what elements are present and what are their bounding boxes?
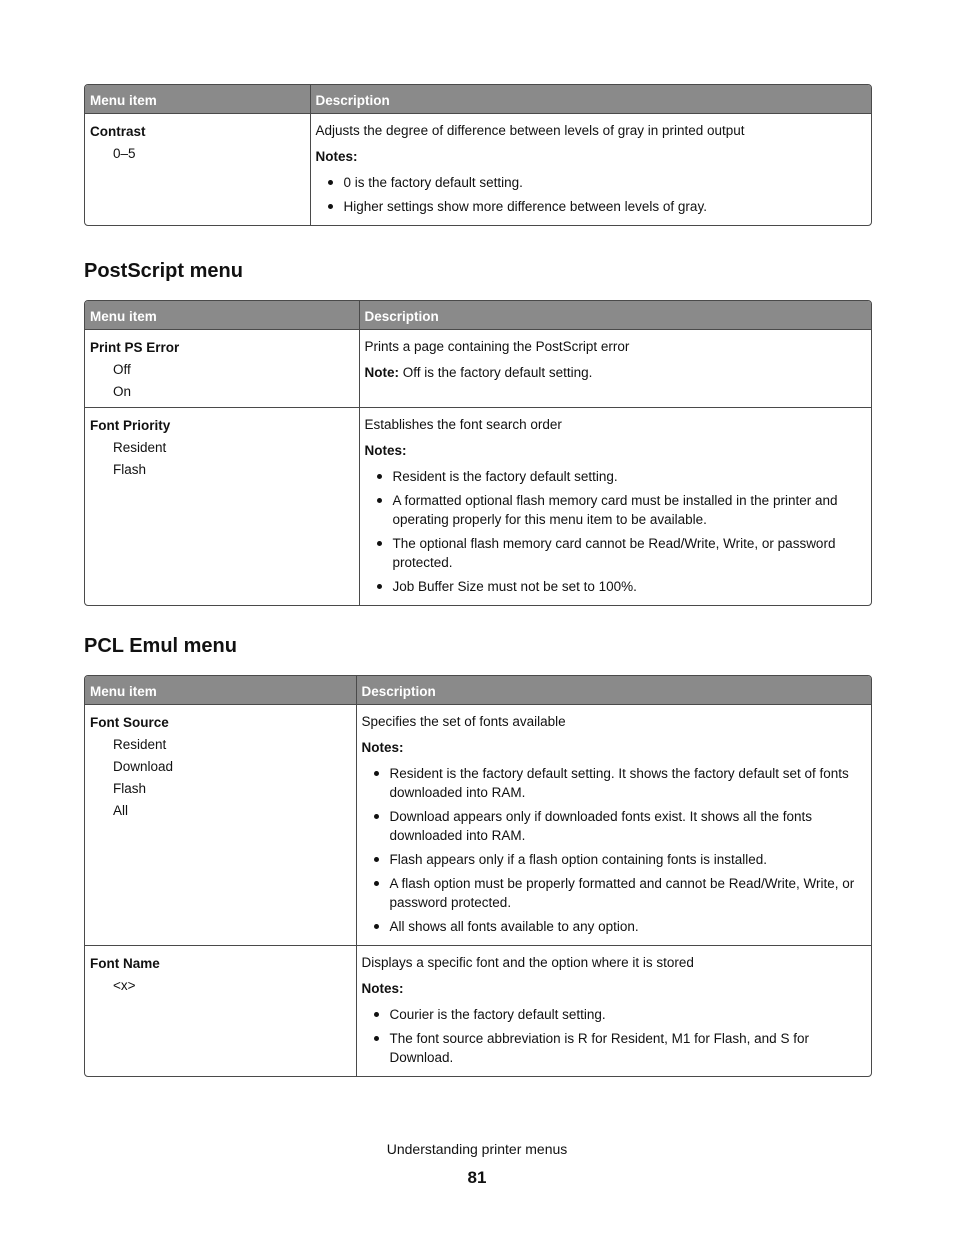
menu-item-cell: [85, 705, 356, 946]
menu-item-name: Font Name: [90, 956, 160, 971]
menu-item-name: Font Priority: [90, 418, 171, 433]
note-text: Resident is the factory default setting.: [392, 469, 618, 484]
bullet-icon: [377, 498, 382, 503]
page-number: 81: [467, 1168, 487, 1187]
bullet-icon: [377, 474, 382, 479]
note-text: The font source abbreviation is R for Resident, M1 for Flash, and S for Download.: [389, 1031, 809, 1065]
bullet-icon: [374, 881, 379, 886]
menu-item-option: Off: [113, 362, 131, 377]
list-item: [362, 874, 867, 912]
note-text: Higher settings show more difference between levels of gray.: [343, 199, 707, 214]
note-text: Courier is the factory default setting.: [389, 1007, 606, 1022]
menu-item-option: All: [113, 803, 129, 818]
menu-item-cell: [85, 408, 359, 606]
note-text: The optional flash memory card cannot be Read/Write, Write, or password protected.: [392, 536, 836, 570]
list-item: [316, 197, 867, 216]
notes-label: Notes:: [315, 149, 358, 164]
list-item: [365, 491, 867, 529]
description-text: Establishes the font search order: [364, 417, 562, 432]
list-item: [362, 1005, 867, 1024]
list-item: [362, 917, 867, 936]
description-cell: [359, 330, 871, 408]
table-row: [85, 330, 871, 408]
postscript-table: [84, 300, 872, 606]
note-text: A formatted optional flash memory card must be installed in the printer and operating properly for this menu item to be available.: [392, 493, 838, 527]
table-row: [85, 946, 871, 1077]
contrast-table: [84, 84, 872, 226]
header-menu-item: Menu item: [85, 676, 356, 705]
note-line: [365, 363, 867, 383]
bullet-icon: [328, 180, 333, 185]
notes-list: [365, 467, 867, 596]
list-item: [362, 764, 867, 802]
header-menu-item: Menu item: [85, 301, 359, 330]
bullet-icon: [374, 1036, 379, 1041]
bullet-icon: [374, 1012, 379, 1017]
notes-list: [362, 1005, 867, 1067]
bullet-icon: [374, 771, 379, 776]
note-label: Note:: [364, 365, 399, 380]
menu-item-option: Flash: [113, 462, 147, 477]
menu-item-option: Resident: [113, 737, 167, 752]
list-item: [316, 173, 867, 192]
notes-label: Notes:: [361, 981, 404, 996]
note-text: Flash appears only if a flash option containing fonts is installed.: [389, 852, 767, 867]
menu-item-name: Font Source: [90, 715, 169, 730]
table-row: [85, 408, 871, 606]
description-text: Displays a specific font and the option where it is stored: [361, 955, 694, 970]
menu-item-option: Download: [113, 759, 174, 774]
footer-chapter-title: Understanding printer menus: [386, 1141, 568, 1157]
list-item: [362, 850, 867, 869]
menu-item-option: Flash: [113, 781, 147, 796]
menu-item-option: <x>: [113, 978, 136, 993]
menu-item-option: On: [113, 384, 132, 399]
list-item: [362, 807, 867, 845]
note-text: Off is the factory default setting.: [399, 365, 593, 380]
description-text: Adjusts the degree of difference between levels of gray in printed output: [315, 123, 745, 138]
header-description: Description: [359, 301, 871, 330]
bullet-icon: [377, 541, 382, 546]
description-cell: [359, 408, 871, 606]
description-cell: [356, 705, 871, 946]
list-item: [365, 534, 867, 572]
bullet-icon: [374, 814, 379, 819]
table-row: [85, 114, 871, 226]
header-description: Description: [310, 85, 871, 114]
list-item: [365, 467, 867, 486]
menu-item-name: Print PS Error: [90, 340, 180, 355]
menu-item-cell: [85, 114, 310, 226]
list-item: [365, 577, 867, 596]
note-text: A flash option must be properly formatted and cannot be Read/Write, Write, or password protected.: [389, 876, 855, 910]
section-heading-postscript: PostScript menu: [84, 260, 243, 282]
description-text: Specifies the set of fonts available: [361, 714, 566, 729]
bullet-icon: [374, 924, 379, 929]
notes-label: Notes:: [361, 740, 404, 755]
menu-item-name: Contrast: [90, 124, 146, 139]
section-heading-pcl: PCL Emul menu: [84, 635, 237, 657]
note-text: All shows all fonts available to any option.: [389, 919, 639, 934]
notes-list: [362, 764, 867, 936]
bullet-icon: [377, 584, 382, 589]
bullet-icon: [374, 857, 379, 862]
menu-item-option: 0–5: [113, 146, 136, 161]
pcl-table: [84, 675, 872, 1077]
description-cell: [356, 946, 871, 1077]
menu-item-cell: [85, 330, 359, 408]
header-menu-item: Menu item: [85, 85, 310, 114]
note-text: Job Buffer Size must not be set to 100%.: [392, 579, 637, 594]
note-text: 0 is the factory default setting.: [343, 175, 523, 190]
menu-item-cell: [85, 946, 356, 1077]
header-description: Description: [356, 676, 871, 705]
note-text: Download appears only if downloaded fonts exist. It shows all the fonts downloaded into RAM.: [389, 809, 812, 843]
note-text: Resident is the factory default setting. It shows the factory default set of fonts downloaded into RAM.: [389, 766, 849, 800]
description-cell: [310, 114, 871, 226]
description-text: Prints a page containing the PostScript error: [364, 339, 630, 354]
bullet-icon: [328, 204, 333, 209]
notes-label: Notes:: [364, 443, 407, 458]
notes-list: [316, 173, 867, 216]
list-item: [362, 1029, 867, 1067]
menu-item-option: Resident: [113, 440, 167, 455]
table-row: [85, 705, 871, 946]
